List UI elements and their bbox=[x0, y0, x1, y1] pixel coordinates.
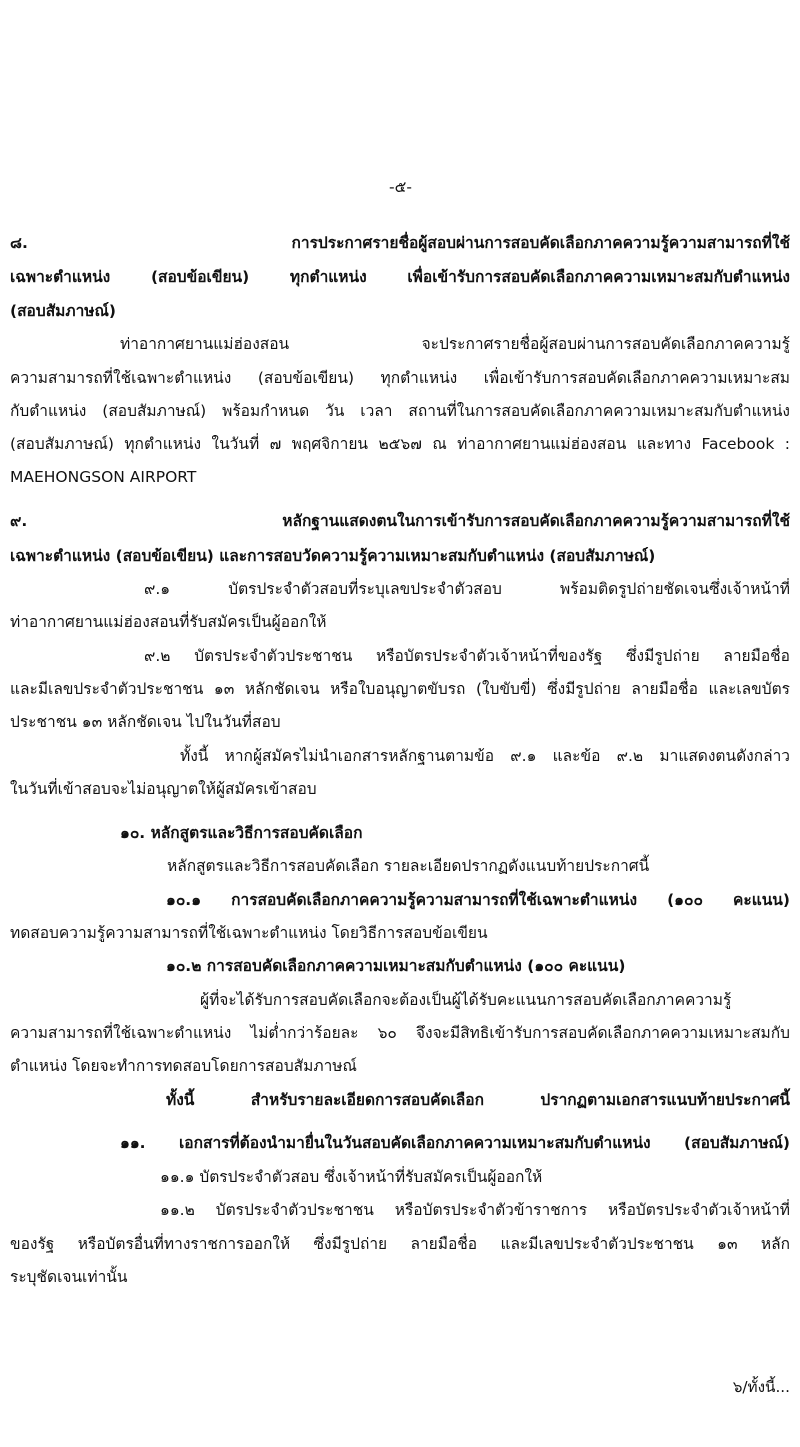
section-11-heading: ๑๑. เอกสารที่ต้องนำมายื่นในวันสอบคัดเลือกภาคความเหมาะสมกับตำแหน่ง (สอบสัมภาษณ์) bbox=[120, 1134, 790, 1152]
section-9-note-line-2: ในวันที่เข้าสอบจะไม่อนุญาตให้ผู้สมัครเข้าสอบ bbox=[10, 780, 317, 798]
item-10-2-body-line-3: ตำแหน่ง โดยจะทำการทดสอบโดยการสอบสัมภาษณ์ bbox=[10, 1057, 357, 1075]
section-8-body-line-1: ท่าอากาศยานแม่ฮ่องสอน จะประกาศรายชื่อผู้สอบผ่านการสอบคัดเลือกภาคความรู้ bbox=[120, 335, 790, 353]
item-9-2-line-3: ประชาชน ๑๓ หลักชัดเจน ไปในวันที่สอบ bbox=[10, 713, 281, 731]
section-8-body-line-2: ความสามารถที่ใช้เฉพาะตำแหน่ง (สอบข้อเขียน) ทุกตำแหน่ง เพื่อเข้ารับการสอบคัดเลือกภาคความเหมาะสม bbox=[10, 369, 790, 387]
item-10-1-body: ทดสอบความรู้ความสามารถที่ใช้เฉพาะตำแหน่ง โดยวิธีการสอบข้อเขียน bbox=[10, 924, 488, 942]
item-9-2-line-1: ๙.๒ บัตรประจำตัวประชาชน หรือบัตรประจำตัวเจ้าหน้าที่ของรัฐ ซึ่งมีรูปถ่าย ลายมือชื่อ bbox=[144, 647, 790, 665]
section-9-heading-line-2: เฉพาะตำแหน่ง (สอบข้อเขียน) และการสอบวัดความรู้ความเหมาะสมกับตำแหน่ง (สอบสัมภาษณ์) bbox=[10, 547, 656, 565]
section-10-note: ทั้งนี้ สำหรับรายละเอียดการสอบคัดเลือก ปรากฏตามเอกสารแนบท้ายประกาศนี้ bbox=[166, 1091, 790, 1109]
item-11-2-line-1: ๑๑.๒ บัตรประจำตัวประชาชน หรือบัตรประจำตัวข้าราชการ หรือบัตรประจำตัวเจ้าหน้าที่ bbox=[160, 1201, 790, 1219]
item-10-2-title: ๑๐.๒ การสอบคัดเลือกภาคความเหมาะสมกับตำแหน่ง (๑๐๐ คะแนน) bbox=[166, 957, 626, 975]
section-8-body-line-5: MAEHONGSON AIRPORT bbox=[10, 468, 197, 486]
item-10-2-body-line-2: ความสามารถที่ใช้เฉพาะตำแหน่ง ไม่ต่ำกว่าร้อยละ ๖๐ จึงจะมีสิทธิเข้ารับการสอบคัดเลือกภาคความเหมาะสมกับ bbox=[10, 1024, 790, 1042]
item-9-1-line-2: ท่าอากาศยานแม่ฮ่องสอนที่รับสมัครเป็นผู้ออกให้ bbox=[10, 613, 327, 631]
item-10-1-title: ๑๐.๑ การสอบคัดเลือกภาคความรู้ความสามารถที่ใช้เฉพาะตำแหน่ง (๑๐๐ คะแนน) bbox=[166, 891, 790, 909]
section-8-heading-line-2: เฉพาะตำแหน่ง (สอบข้อเขียน) ทุกตำแหน่ง เพื่อเข้ารับการสอบคัดเลือกภาคความเหมาะสมกับตำแหน่ง bbox=[10, 268, 790, 286]
item-9-2-line-2: และมีเลขประจำตัวประชาชน ๑๓ หลักชัดเจน หรือใบอนุญาตขับรถ (ใบขับขี่) ซึ่งมีรูปถ่าย ลายมือชื่อ และเลขบัตร bbox=[10, 680, 790, 698]
section-10-intro: หลักสูตรและวิธีการสอบคัดเลือก รายละเอียดปรากฏดังแนบท้ายประกาศนี้ bbox=[167, 857, 650, 875]
section-9-heading-line-1: ๙. หลักฐานแสดงตนในการเข้ารับการสอบคัดเลือกภาคความรู้ความสามารถที่ใช้ bbox=[10, 512, 790, 530]
section-8-heading-line-3: (สอบสัมภาษณ์) bbox=[10, 302, 116, 320]
section-9-note-line-1: ทั้งนี้ หากผู้สมัครไม่นำเอกสารหลักฐานตามข้อ ๙.๑ และข้อ ๙.๒ มาแสดงตนดังกล่าว bbox=[180, 747, 790, 765]
continuation-marker: ๖/ทั้งนี้... bbox=[732, 1378, 790, 1396]
section-8-body-line-3: กับตำแหน่ง (สอบสัมภาษณ์) พร้อมกำหนด วัน เวลา สถานที่ในการสอบคัดเลือกภาคความเหมาะสมกับตำแหน่ง bbox=[10, 402, 790, 420]
item-11-2-line-3: ระบุชัดเจนเท่านั้น bbox=[10, 1268, 128, 1286]
section-8-heading-line-1: ๘. การประกาศรายชื่อผู้สอบผ่านการสอบคัดเลือกภาคความรู้ความสามารถที่ใช้ bbox=[10, 234, 790, 252]
section-8-body-line-4: (สอบสัมภาษณ์) ทุกตำแหน่ง ในวันที่ ๗ พฤศจิกายน ๒๕๖๗ ณ ท่าอากาศยานแม่ฮ่องสอน และทาง Facebook : bbox=[10, 435, 790, 453]
item-10-2-body-line-1: ผู้ที่จะได้รับการสอบคัดเลือกจะต้องเป็นผู้ได้รับคะแนนการสอบคัดเลือกภาคความรู้ bbox=[200, 991, 732, 1009]
item-11-2-line-2: ของรัฐ หรือบัตรอื่นที่ทางราชการออกให้ ซึ่งมีรูปถ่าย ลายมือชื่อ และมีเลขประจำตัวประชาชน ๑๓ หลัก bbox=[10, 1235, 790, 1253]
section-10-heading: ๑๐. หลักสูตรและวิธีการสอบคัดเลือก bbox=[120, 824, 363, 842]
item-9-1-line-1: ๙.๑ บัตรประจำตัวสอบที่ระบุเลขประจำตัวสอบ พร้อมติดรูปถ่ายชัดเจนซึ่งเจ้าหน้าที่ bbox=[144, 580, 790, 598]
page-number: -๕- bbox=[389, 178, 412, 196]
item-11-1: ๑๑.๑ บัตรประจำตัวสอบ ซึ่งเจ้าหน้าที่รับสมัครเป็นผู้ออกให้ bbox=[160, 1168, 543, 1186]
